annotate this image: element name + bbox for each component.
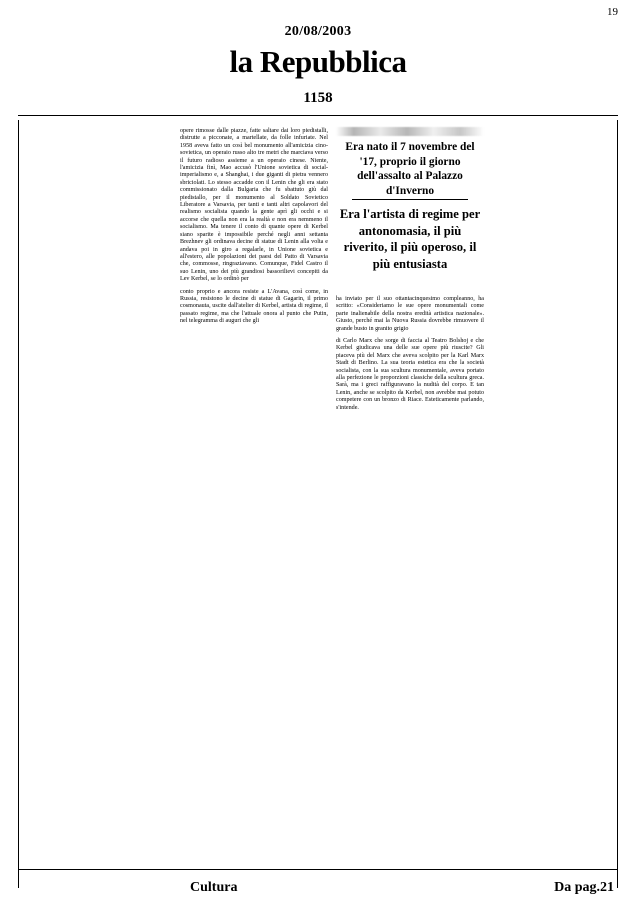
page-reference: Da pag.21 [554,880,614,895]
section-label: Cultura [190,880,238,895]
issue-number: 1158 [303,90,333,106]
issue-date: 20/08/2003 [284,24,352,39]
right-margin-rule [617,120,618,888]
article-kicker: Era nato il 7 novembre del '17, proprio il giorno dell'assalto al Palazzo d'Inverno [345,141,475,197]
masthead-title: la Repubblica [229,44,407,79]
paragraph: opere rimosse dalle piazze, fatte saltare dai loro piedistalli, distrutte a picconate, a martellate, da folle infuriate. Nel 1958 aveva fatto un così bel monumento all'amicizia cino-sovietica, un operaio russo alto tre metri che marciava verso il futuro radioso assieme a un operaio cinese. Niente, l'amicizia finì, Mao accusò l'Unione sovietica di social-imperialismo e, a Shanghai, i due giganti di pietra vennero sbriciolati. Lo stesso accadde con il Lenin che gli era stato commissionato dalla Bulgaria che fu sbattuto giù dal piedistallo, per il monumento al Soldato Sovietico Liberatore a Varsavia, per tanti e tanti altri capolavori del realismo socialista quando la gente aprì gli occhi e si accorse che quella non era la realtà e non era nemmeno il socialismo. Ma tenere il conto di quante opere di Kerbel siano sparite è impossibile perché negli anni settanta Brezhnev gli ordinava decine di statue di Lenin alla volta e andava poi in giro a regalarle, in Unione sovietica e all'estero, alle popolazioni dei paesi del Patto di Varsavia che, commosse, ringraziavano. Comunque, Fidel Castro il suo Lenin, uno dei più grandiosi bassorilievi concepiti da Lev Kerbel, se lo ordinò per [180,128,328,283]
left-margin-rule [18,120,19,888]
page-number: 19 [607,6,618,18]
article-column-left [180,128,328,331]
header-divider [18,115,618,116]
paragraph: conto proprio e ancora resiste a L'Avana, così come, in Russia, resistono le decine di statue di Gagarin, il primo cosmonauta, uscite dall'atelier di Kerbel, artista di regime, il passato regime, ma che l'attuale onora al punto che Putin, nel telegramma di auguri che gli [180,288,328,325]
article-column-right [336,296,484,417]
paragraph: ha inviato per il suo ottantacinquesimo compleanno, ha scritto: «Consideriamo le sue opere monumentali come parte inalienabile della nostra eredità artistica nazionale». Giusto, perché mai la Nuova Russia dovrebbe rimuovere il grande busto in granito grigio [336,296,484,332]
scan-artifact-smudge [336,127,484,136]
paragraph: di Carlo Marx che sorge di faccia al Teatro Bolshoj e che Kerbel giudicava una delle sue opere più riuscite? Gli piaceva più del Marx che aveva scolpito per la Karl Marx Stadt di Berlino. La sua teoria estetica era che la società socialista, con la sua scultura monumentale, aveva portato alla perfezione le proporzioni classiche della scultura greca. Sarà, ma i greci raffiguravano la nudità del corpo. E tan Lenin, anche se scolpito da Kerbel, non avrebbe mai potuto competere con un bronzo di Riace. Esteticamente parlando, s'intende. [336,338,484,411]
article-subhead: Era l'artista di regime per antonomasia, il più riverito, il più operoso, il più entusiasta [339,207,481,271]
headline-divider [352,199,468,200]
footer-divider [18,869,618,870]
